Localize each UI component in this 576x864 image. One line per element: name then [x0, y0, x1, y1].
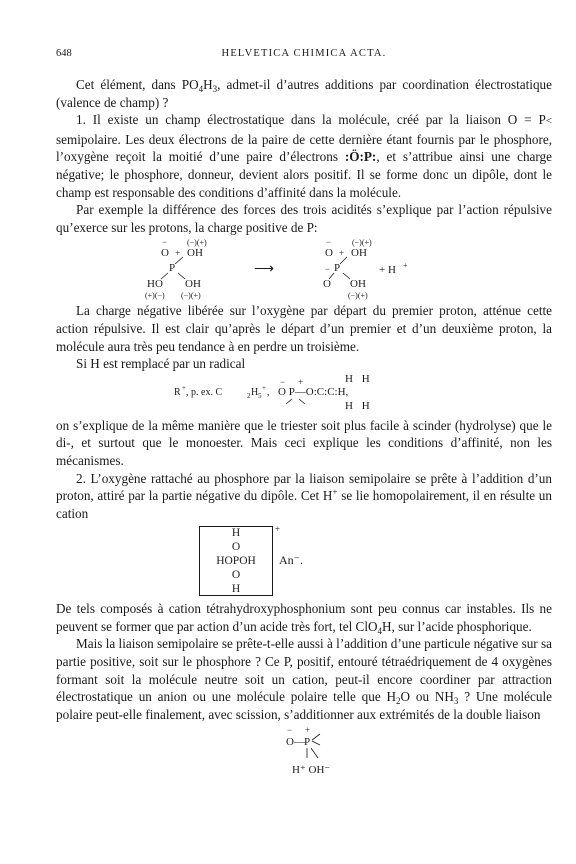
svg-text:+: + — [182, 383, 186, 392]
body-text — [56, 76, 552, 779]
svg-text:−: − — [325, 264, 331, 275]
paragraph-negative-charge: La charge négative libérée sur l’oxygène par départ du premier proton, atténue cette action répulsive. Il est clair qu’après le départ d’un premier et d’un deuxième proton, la molécule aura très peu tendance à en perdre un troisième. — [56, 303, 552, 354]
svg-text:+: + — [262, 383, 266, 392]
page-number: 648 — [56, 48, 72, 59]
running-header — [56, 48, 552, 64]
svg-text:−: − — [280, 376, 286, 387]
paragraph-question: Cet élément, dans $PO_4H_3$, admet-il d’autres additions par coordination électrostatique (valence de champ) ? — [56, 77, 552, 110]
svg-text:(+)(−): (+)(−) — [145, 291, 165, 301]
svg-text:, p. ex. C: , p. ex. C — [186, 386, 223, 398]
svg-text:−: − — [287, 725, 293, 736]
svg-text:H H: H H — [345, 372, 373, 385]
svg-text:−: − — [162, 237, 168, 248]
paragraph-point-1: 1. Il existe un champ électrostatique dans la molécule, créé par la liaison O = P< semipolaire. Les deux électrons de la paire de cette dernière étant fournis par le phosphore, l’oxygène reçoit la moitié d’une paire d’électrons :Ö:P:, et s’attribue ainsi une charge négative; le phosphore, donneur, devient alors positif. Il se forme donc un dipôle, dont le champ est responsable des conditions d’affinité dans la molécule. — [56, 112, 552, 200]
reaction-arrow: ⟶ — [254, 262, 275, 278]
svg-text:OH: OH — [351, 247, 367, 260]
equation-double-bond — [254, 723, 354, 779]
svg-text:HO: HO — [147, 278, 163, 291]
ester-chain: O P—O:C:C:H, — [278, 385, 349, 398]
paragraph-point-2: 2. L’oxygène rattaché au phosphore par la liaison semipolaire se prête à l’addition d’un proton, attiré par la partie négative du dipôle. Cet H+ se lie homopolairement, il en résulte un cation — [56, 470, 552, 521]
phosphorus-atom: P — [169, 262, 176, 275]
equation-dissociation — [139, 236, 469, 302]
svg-text:OH: OH — [350, 278, 366, 291]
bracket-cation: H O HOPOH O H + — [199, 526, 273, 596]
svg-text:OH: OH — [185, 278, 201, 291]
paragraph-negative-particle: Mais la liaison semipolaire se prête-t-elle aussi à l’addition d’une particule négative sur sa partie positive, soit sur le phosphore ? Ce P, positif, entouré tétraédriquement de 4 oxygènes formant soit la molécule neutre soit un cation, peut-il encore coordiner par attraction électrostatique un anion ou une molécule polaire telle que $H_2O$ ou $NH_3$ ? Une molécule polaire peut-elle finalement, avec scission, s’additionner aux extrémités de la double liaison — [56, 636, 552, 722]
svg-text:+: + — [403, 261, 408, 271]
svg-text:−: − — [326, 237, 332, 248]
svg-text:2: 2 — [247, 391, 251, 400]
svg-text:H: H — [251, 386, 259, 398]
electron-pair-formula: :Ö:P: — [344, 149, 377, 165]
svg-text:+: + — [298, 376, 304, 387]
svg-text:(−)(+): (−)(+) — [348, 291, 368, 301]
svg-text:(−)(+): (−)(+) — [181, 291, 201, 301]
paragraph-example: Par exemple la différence des forces des trois acidités s’explique par l’action répulsive qu’exerce sur les protons, la charge positive de P: — [56, 202, 552, 235]
svg-text:,: , — [267, 386, 270, 398]
p-branch-symbol: < — [545, 115, 552, 128]
svg-text:O: O — [325, 247, 333, 260]
svg-text:R: R — [174, 386, 181, 398]
charge-label: (−)(+) — [187, 238, 207, 248]
svg-text:OH: OH — [187, 247, 203, 260]
cation-formula — [199, 526, 409, 596]
oxygen-atom: O — [161, 247, 169, 260]
svg-text:+: + — [305, 725, 311, 736]
svg-text:O: O — [323, 278, 331, 291]
svg-text:+: + — [175, 248, 181, 259]
svg-text:(−)(+): (−)(+) — [352, 238, 372, 248]
paragraph-phosphonium: De tels composés à cation tétrahydroxyphosphonium sont peu connus car instables. Ils ne peuvent se former que par action d’un acide très fort, tel ClO$_4$H, sur l’acide phosphorique. — [56, 601, 552, 636]
anion-label: An⁻. — [279, 553, 303, 568]
paragraph-radical: Si H est remplacé par un radical — [76, 356, 246, 372]
svg-text:P: P — [304, 736, 311, 749]
svg-text:P: P — [334, 262, 341, 275]
svg-text:5: 5 — [258, 391, 262, 400]
svg-text:H⁺ OH⁻: H⁺ OH⁻ — [292, 764, 331, 777]
svg-text:H H: H H — [345, 399, 373, 412]
journal-title: HELVETICA CHIMICA ACTA. — [221, 48, 387, 59]
proton-product: + H — [379, 264, 396, 277]
equation-ester — [174, 373, 434, 417]
svg-text:—: — — [294, 736, 305, 749]
svg-text:+: + — [339, 248, 345, 259]
paragraph-triester: on s’explique de la même manière que le triester soit plus facile à scinder (hydrolyse) que le di-, et surtout que le monoester. Mais ceci explique les conditions d’affinité, non les mécanismes. — [56, 417, 552, 468]
svg-text:O: O — [286, 736, 294, 749]
